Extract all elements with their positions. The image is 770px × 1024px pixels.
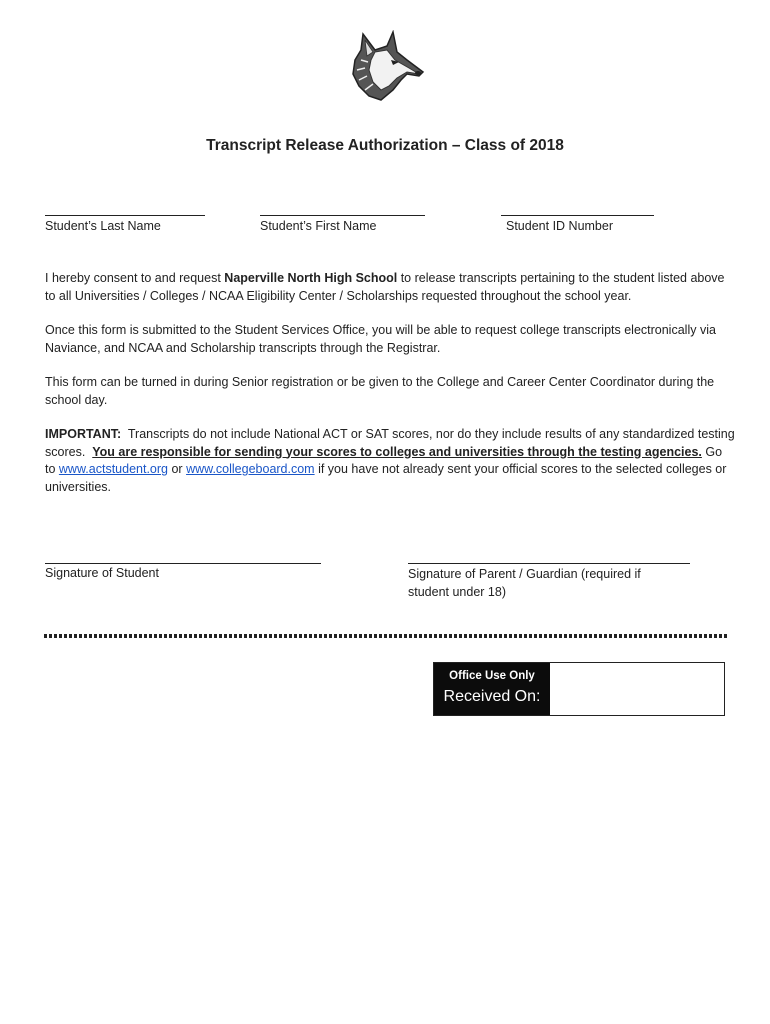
- parent-signature-label: Signature of Parent / Guardian (required if student under 18): [408, 567, 641, 599]
- received-on-field[interactable]: [550, 663, 724, 715]
- or-text: or: [168, 462, 187, 476]
- received-on-label: Received On:: [443, 688, 541, 705]
- act-link[interactable]: www.actstudent.org: [58, 462, 168, 476]
- student-signature-label: Signature of Student: [45, 566, 159, 580]
- first-name-line[interactable]: [260, 201, 425, 216]
- student-id-line[interactable]: [501, 201, 654, 216]
- office-use-box: [433, 662, 725, 716]
- student-signature-line[interactable]: [45, 549, 321, 564]
- husky-mascot-icon: [335, 30, 427, 104]
- dotted-divider: [44, 634, 727, 638]
- office-use-header: [434, 663, 550, 715]
- school-name: Naperville North High School: [224, 271, 398, 285]
- turn-in-paragraph: This form can be turned in during Senior registration or be given to the College and Career Center Coordinator during the school day.: [45, 375, 715, 407]
- consent-paragraph: [45, 270, 735, 305]
- last-name-label: Student’s Last Name: [45, 219, 161, 233]
- college-board-link[interactable]: www.collegeboard.com: [186, 462, 315, 476]
- submit-paragraph: Once this form is submitted to the Student Services Office, you will be able to request college transcripts electronically via Naviance, and NCAA and Scholarship transcripts through the Registrar.: [45, 323, 716, 355]
- responsible-text: You are responsible for sending your scores to colleges and universities through the testing agencies.: [92, 444, 702, 459]
- important-paragraph: [45, 426, 739, 496]
- closing-text: if you have not already sent your official scores to the selected colleges or universities.: [45, 462, 730, 494]
- office-use-label: Office Use Only: [449, 670, 535, 682]
- consent-post: to release transcripts pertaining to the student listed above to all Universities / Colleges / NCAA Eligibility Center / Scholarships requested throughout the school year.: [45, 271, 725, 303]
- last-name-line[interactable]: [45, 201, 205, 216]
- first-name-label: Student’s First Name: [260, 219, 377, 233]
- student-id-label: Student ID Number: [506, 219, 613, 233]
- important-label: IMPORTANT:: [45, 427, 122, 441]
- page-title: Transcript Release Authorization – Class of 2018: [206, 137, 564, 154]
- parent-signature-line[interactable]: [408, 549, 690, 564]
- consent-pre: I hereby consent to and request: [45, 271, 225, 285]
- important-text: Transcripts do not include National ACT or SAT scores, nor do they include results of any standardized testing scores.: [45, 427, 739, 459]
- go-to-text: Go to: [45, 444, 726, 476]
